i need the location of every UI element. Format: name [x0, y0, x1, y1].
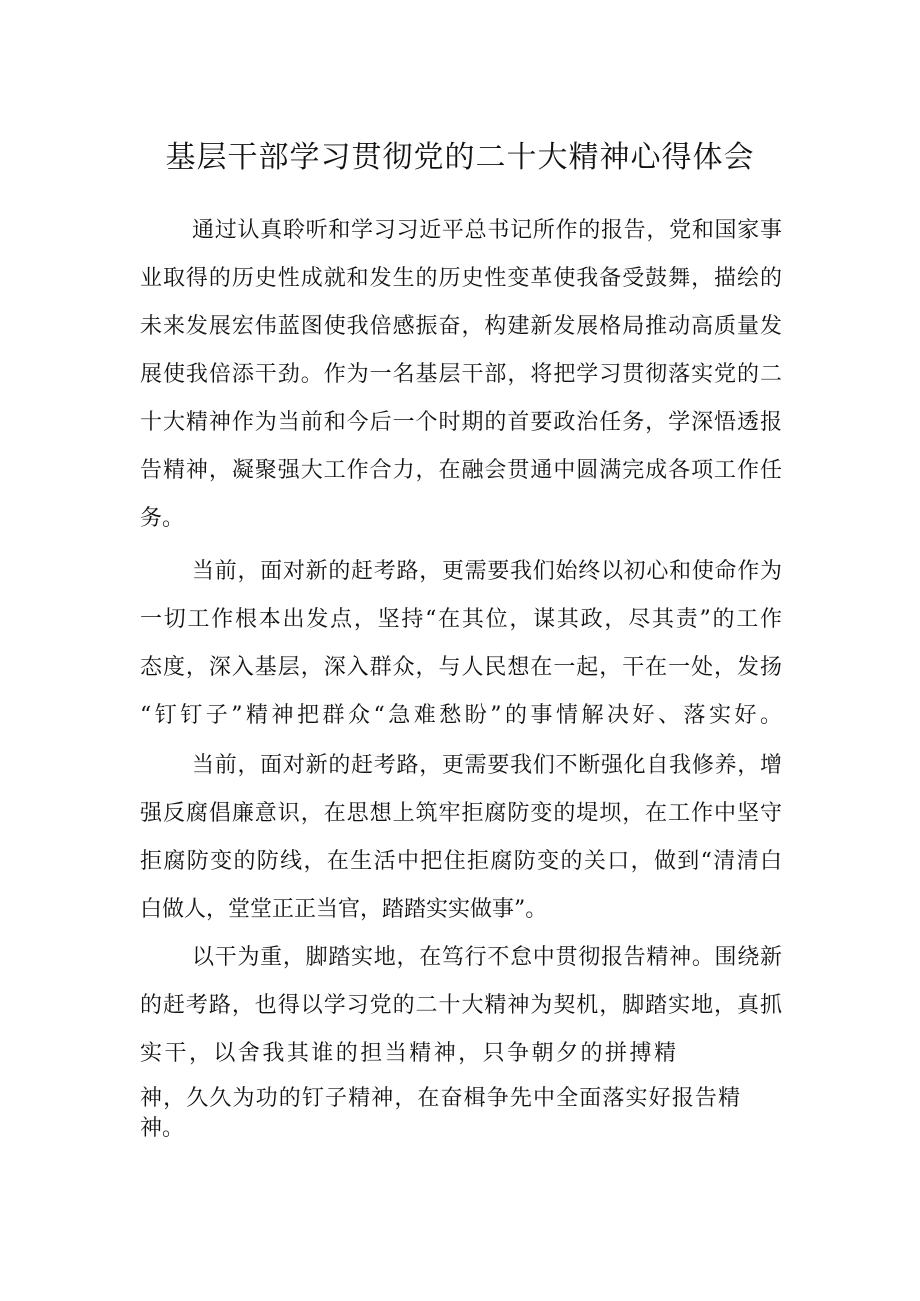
text-line: “钉钉子”精神把群众“急难愁盼”的事情解决好、落实好。 [140, 703, 782, 728]
document-title: 基层干部学习贯彻党的二十大精神心得体会 [165, 140, 755, 175]
text-line: 业取得的历史性成就和发生的历史性变革使我备受鼓舞，描绘的 [140, 266, 782, 291]
text-line: 态度，深入基层，深入群众，与人民想在一起，干在一处，发扬 [140, 655, 782, 680]
text-line: 展使我倍添干劲。作为一名基层干部，将把学习贯彻落实党的二 [140, 362, 782, 387]
text-line: 十大精神作为当前和今后一个时期的首要政治任务，学深悟透报 [140, 410, 782, 435]
text-line: 未来发展宏伟蓝图使我倍感振奋，构建新发展格局推动高质量发 [140, 314, 782, 339]
text-line: 的赶考路，也得以学习党的二十大精神为契机，脚踏实地，真抓 [140, 993, 782, 1018]
text-line: 神。 [140, 1116, 185, 1141]
text-line: 实干，以舍我其谁的担当精神，只争朝夕的拼搏精 [140, 1041, 676, 1066]
text-line: 以干为重，脚踏实地，在笃行不怠中贯彻报告精神。围绕新 [192, 945, 782, 970]
text-line: 当前，面对新的赶考路，更需要我们不断强化自我修养，增 [192, 753, 782, 778]
text-line: 告精神，凝聚强大工作合力，在融会贯通中圆满完成各项工作任 [140, 458, 782, 483]
text-line: 神，久久为功的钉子精神，在奋楫争先中全面落实好报告精 [140, 1086, 740, 1111]
text-line: 务。 [140, 506, 185, 531]
text-line: 当前，面对新的赶考路，更需要我们始终以初心和使命作为 [192, 559, 782, 584]
text-line: 强反腐倡廉意识，在思想上筑牢拒腐防变的堤坝，在工作中坚守 [140, 801, 782, 826]
text-line: 白做人，堂堂正正当官，踏踏实实做事”。 [140, 897, 548, 922]
text-line: 拒腐防变的防线，在生活中把住拒腐防变的关口，做到“清清白 [140, 849, 782, 874]
text-line: 通过认真聆听和学习习近平总书记所作的报告，党和国家事 [192, 218, 782, 243]
text-line: 一切工作根本出发点，坚持“在其位，谋其政，尽其责”的工作 [140, 607, 782, 632]
